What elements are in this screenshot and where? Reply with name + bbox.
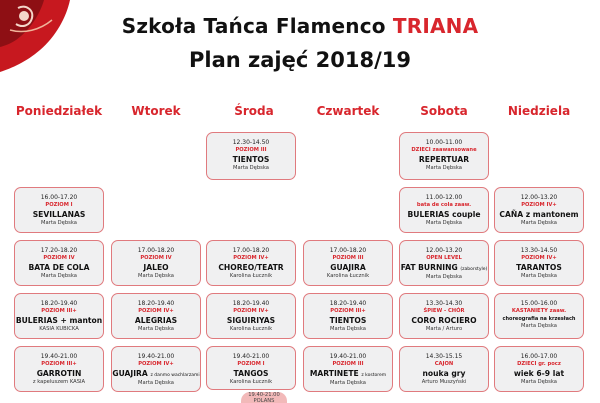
class-card[interactable]: 12.00-13.20 POZIOM IV+ CAÑA z mantonem Marta Dębska [494,187,584,233]
class-card[interactable]: 13.30-14.50 POZIOM IV+ TARANTOS Marta Dębska [494,240,584,286]
class-card[interactable]: 15.00-16.00 KASTANIETY zaaw. choreografia na krzesłach Marta Dębska [494,293,584,339]
class-card[interactable]: 18.20-19.40 POZIOM III+ TIENTOS Marta Dębska [303,293,393,339]
class-card[interactable]: 14.30-15.15 CAJON nouka gry Arturo Muszyński [399,346,489,392]
class-card[interactable]: 17.00-18.20 POZIOM IV+ CHOREO/TEATR Karolina Łucznik [206,240,296,286]
class-card[interactable]: 11.00-12.00 bata de cola zaaw. BULERIAS couple Marta Dębska [399,187,489,233]
class-card[interactable]: 19.40-21.00 POZIOM III+ GARROTIN z kapeluszem KASIA [14,346,104,392]
class-card[interactable]: 18.20-19.40 POZIOM IV+ ALEGRIAS Marta Dębska [111,293,201,339]
class-card[interactable]: 16.00-17.20 POZIOM I SEVILLANAS Marta Dębska [14,187,104,233]
class-card[interactable]: 19.40-21.00 POZIOM IV+ GUAJIRA z danmo wachlarzami Marta Dębska [111,346,201,392]
day-saturday: Sobota [420,104,468,118]
class-card-partial[interactable]: 19.40-21.00 POLANS [241,392,287,403]
day-sunday: Niedziela [507,104,571,118]
class-card[interactable]: 17.00-18.20 POZIOM IV JALEO Marta Dębska [111,240,201,286]
class-card[interactable]: 16.00-17.00 DZIECI gr. pocz wiek 6-9 lat Marta Dębska [494,346,584,392]
class-card[interactable]: 18.20-19.40 POZIOM III+ BULERIAS + manton KASIA KUBICKA [14,293,104,339]
class-card[interactable]: 13.30-14.30 ŚPIEW - CHÓR CORO ROCIERO Marta / Arturo [399,293,489,339]
page-title [0,14,600,38]
class-card[interactable]: 12.00-13.20 OPEN LEVEL FAT BURNING (zaborstyle) Marta Dębska [399,240,489,286]
schedule-subtitle: Plan zajęć 2018/19 [189,48,411,72]
class-card[interactable]: 18.20-19.40 POZIOM IV+ SIGUIRIYAS Karolina Łucznik [206,293,296,339]
class-card[interactable]: 10.00-11.00 DZIECI zaawansowane REPERTUAR Marta Dębska [399,132,489,180]
class-card[interactable]: 19.40-21.00 POZIOM I TANGOS Karolina Łucznik [206,346,296,390]
day-tuesday: Wtorek [131,104,181,118]
class-card[interactable]: 12.30-14.50 POZIOM III TIENTOS Marta Dębska [206,132,296,180]
class-card[interactable]: 17.00-18.20 POZIOM III GUAJIRA Karolina Łucznik [303,240,393,286]
class-card[interactable]: 17.20-18.20 POZIOM IV BATA DE COLA Marta Dębska [14,240,104,286]
brand-name: TRIANA [392,14,479,38]
title-prefix: Szkoła Tańca Flamenco [121,14,386,38]
class-card[interactable]: 19.40-21.00 POZIOM III MARTINETE z kostorem Marta Dębska [303,346,393,392]
day-thursday: Czwartek [316,104,380,118]
day-wednesday: Środa [234,104,274,118]
day-monday: Poniedziałek [15,104,103,118]
